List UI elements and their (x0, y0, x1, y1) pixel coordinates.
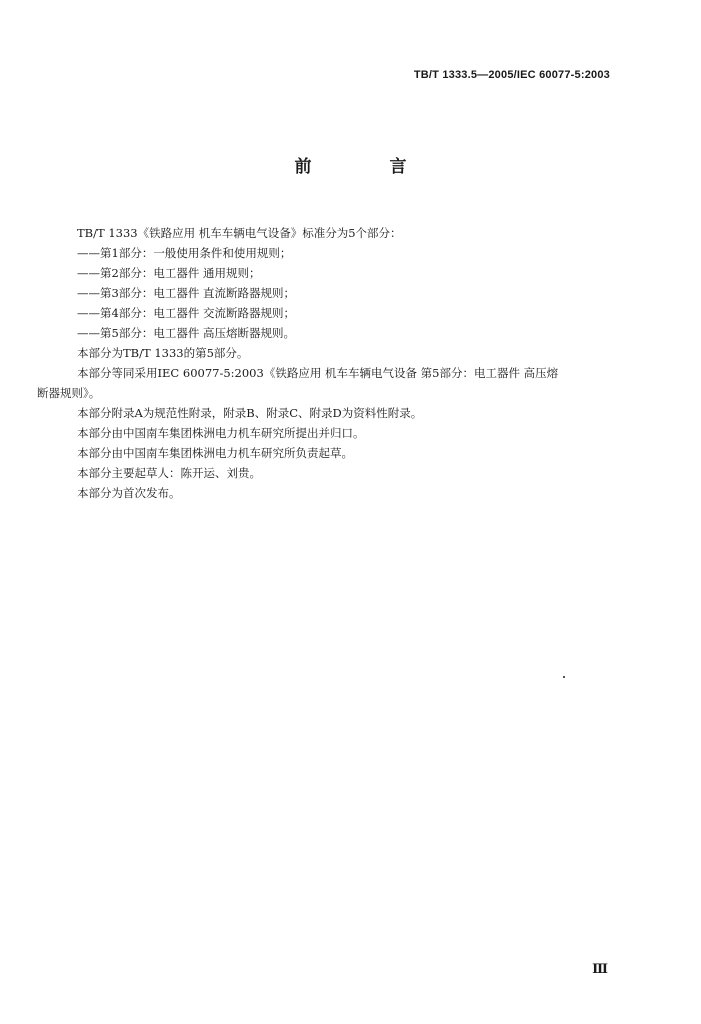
page-title: 前 言 (294, 157, 443, 177)
part-list-item-1: ——第1部分：一般使用条件和使用规则； (77, 246, 292, 260)
part-list-item-5: ——第5部分：电工器件 高压熔断器规则。 (77, 326, 295, 340)
foreword-body (37, 223, 637, 503)
scan-dot-mark (563, 676, 565, 678)
annex-paragraph: 本部分附录A为规范性附录，附录B、附录C、附录D为资料性附录。 (77, 406, 423, 420)
intro-paragraph: TB/T 1333《铁路应用 机车车辆电气设备》标准分为5个部分： (77, 226, 402, 240)
drafters-paragraph: 本部分主要起草人：陈开运、刘贵。 (77, 466, 261, 480)
drafter-org-paragraph: 本部分由中国南车集团株洲电力机车研究所负责起草。 (77, 446, 353, 460)
part-list-item-2: ——第2部分：电工器件 通用规则； (77, 266, 261, 280)
this-part-paragraph: 本部分为TB/T 1333的第5部分。 (77, 346, 249, 360)
part-list-item-3: ——第3部分：电工器件 直流断路器规则； (77, 286, 295, 300)
first-issue-paragraph: 本部分为首次发布。 (77, 486, 181, 500)
part-list-item-4: ——第4部分：电工器件 交流断路器规则； (77, 306, 295, 320)
adoption-paragraph-line1: 本部分等同采用IEC 60077-5:2003《铁路应用 机车车辆电气设备 第5部分：电工器件 高压熔 (77, 366, 559, 380)
proposer-paragraph: 本部分由中国南车集团株洲电力机车研究所提出并归口。 (77, 426, 365, 440)
page-number: Ⅲ (592, 962, 608, 977)
standard-code-header: TB/T 1333.5—2005/IEC 60077-5:2003 (413, 69, 610, 81)
adoption-paragraph-line2: 断器规则》。 (37, 386, 101, 400)
